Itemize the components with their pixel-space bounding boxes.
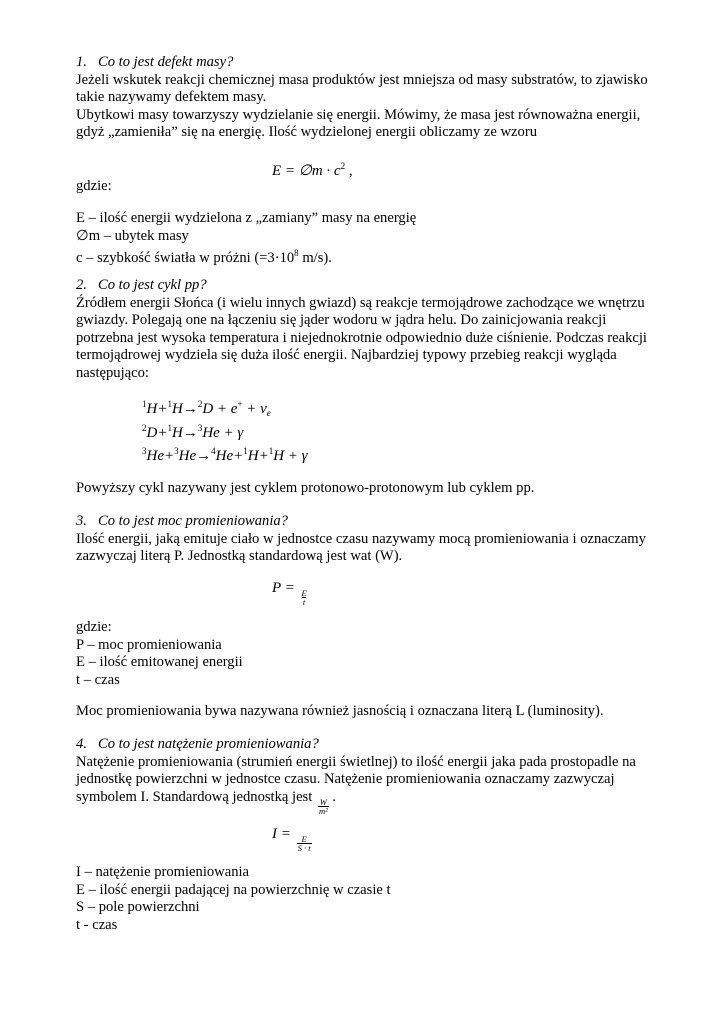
- power-equation: P = $\frac{E}{t}$: [272, 580, 307, 607]
- definition-item: P – moc promieniowania: [76, 636, 222, 653]
- paragraph-line: Ilość energii, jaką emituje ciało w jednostce czasu nazywamy mocą promieniowania i oznaczamy: [76, 530, 646, 547]
- definition-item: t – czas: [76, 671, 120, 688]
- mass-energy-equation: E = ∅m · $c^2$ ,: [272, 161, 353, 179]
- paragraph-line: takie nazywamy defektem masy.: [76, 89, 267, 106]
- fraction: $\frac{E}{t}$: [301, 588, 307, 607]
- paragraph-line: termojądrowej wydziela się duża ilość energii. Najbardziej typowy przebieg reakcji wygląda: [76, 347, 617, 364]
- paragraph-line: Moc promieniowania bywa nazywana również jasnością i oznaczana literą L (luminosity).: [76, 703, 604, 719]
- paragraph-line: Ubytkowi masy towarzyszy wydzielanie się energii. Mówimy, że masa jest równoważna energii,: [76, 106, 641, 123]
- paragraph-line: Źródłem energii Słońca (i wielu innych gwiazd) są reakcje termojądrowe zachodzące we wnętrzu: [76, 294, 645, 311]
- definition-item: c – szybkość światła w próżni ($=3\cdot 10^8$ m/s).: [76, 248, 332, 267]
- definitions-4: [76, 864, 676, 934]
- section-1-heading: 1. Co to jest defekt masy?: [76, 54, 234, 70]
- section-2: [76, 277, 676, 383]
- definition-item: E – ilość energii padającej na powierzchnię w czasie t: [76, 881, 391, 898]
- reaction-3: $^3$He+$^3$He→$^4$He+$^1$H+$^1$H + γ: [142, 446, 308, 464]
- reaction-2: $^2$D+$^1$H→$^3$He + γ: [142, 423, 244, 441]
- section-4: [76, 736, 676, 815]
- definition-item: ∅m – ubytek masy: [76, 227, 189, 244]
- unit-fraction: $\frac{W}{\text{m²}}$: [318, 796, 328, 816]
- reaction-1: $^1H+^1H\to^2D + e^+ + \nu_e$: [142, 399, 271, 418]
- paragraph-line: Powyższy cykl nazywany jest cyklem protonowo-protonowym lub cyklem pp.: [76, 480, 535, 496]
- definition-item: I – natężenie promieniowania: [76, 864, 250, 880]
- fraction: $\frac{E}{S \cdot t}$: [297, 834, 311, 853]
- paragraph-line: gwiazdy. Polegają one na łączeniu się jąder wodoru w jądra helu. Do zainicjowania reakcji: [76, 312, 607, 329]
- paragraph-line: jednostkę powierzchni w jednostce czasu. Natężenie promieniowania oznaczamy zazwyczaj: [76, 771, 615, 788]
- definitions-1: [76, 210, 676, 268]
- definition-item: t - czas: [76, 916, 118, 933]
- definition-item: S – pole powierzchni: [76, 899, 200, 916]
- section-3: [76, 513, 676, 566]
- section-4-heading: 4. Co to jest natężenie promieniowania?: [76, 736, 319, 752]
- where-label: gdzie:: [76, 178, 112, 194]
- where-label: gdzie:: [76, 619, 112, 635]
- paragraph-line: symbolem I. Standardową jednostką jest $\frac{W}{\text{m²}}$ .: [76, 788, 336, 816]
- paragraph-line: następująco:: [76, 364, 149, 381]
- definition-item: E – ilość emitowanej energii: [76, 654, 243, 671]
- section-3-heading: 3. Co to jest moc promieniowania?: [76, 513, 288, 529]
- definitions-3: [76, 619, 676, 689]
- definition-item: E – ilość energii wydzielona z „zamiany” masy na energię: [76, 210, 417, 226]
- paragraph-line: Natężenie promieniowania (strumień energii świetlnej) to ilość energii jaka pada prostopadle na: [76, 753, 636, 770]
- section-2-heading: 2. Co to jest cykl pp?: [76, 277, 207, 293]
- intensity-equation: I = $\frac{E}{S \cdot t}$: [272, 826, 311, 853]
- paragraph-line: zazwyczaj literą P. Jednostką standardową jest wat (W).: [76, 548, 403, 565]
- paragraph-line: potrzebna jest wysoka temperatura i niejednokrotnie odpowiednio duże ciśnienie. Podczas reakcji: [76, 329, 647, 346]
- paragraph-line: gdyż „zamieniła” się na energię. Ilość wydzielonej energii obliczamy ze wzoru: [76, 124, 537, 141]
- paragraph-line: Jeżeli wskutek reakcji chemicznej masa produktów jest mniejsza od masy substratów, to zjawisko: [76, 71, 648, 88]
- section-1: [76, 54, 676, 142]
